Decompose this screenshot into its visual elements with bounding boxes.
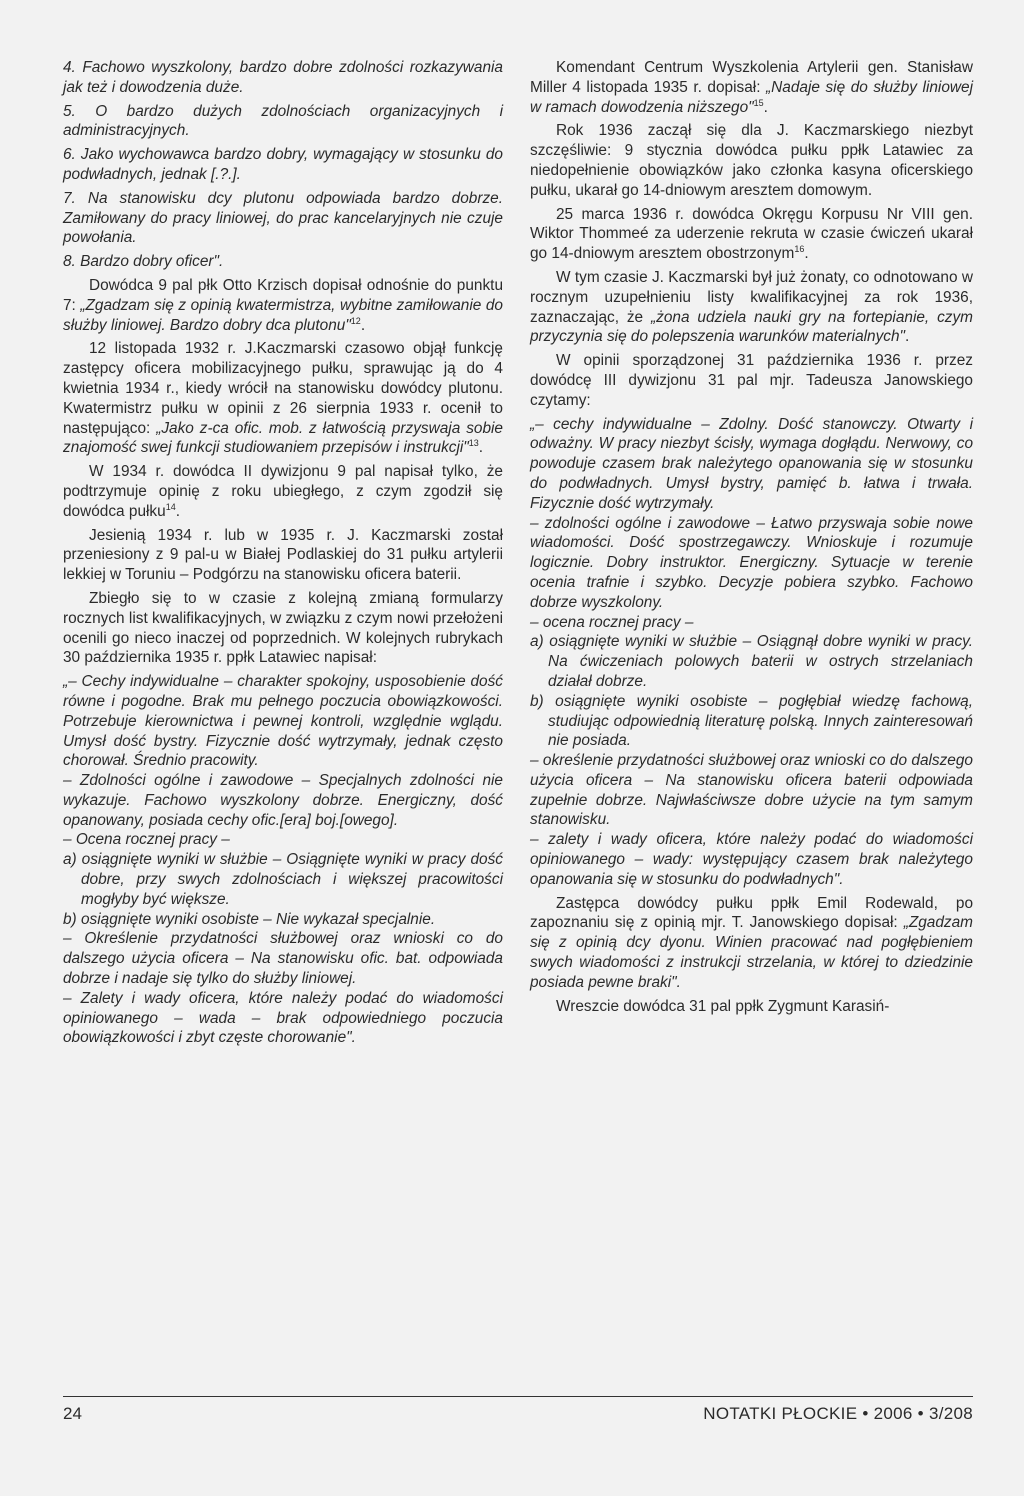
quote-text: „Zgadzam się z opinią dcy dyonu. Winien pracować nad pogłębieniem swych wiadomości z instrukcji strzelania, w której to dziedzinie posiada pewne braki". [530,914,973,991]
paragraph: W tym czasie J. Kaczmarski był już żonaty, co odnotowano w rocznym uzupełnieniu listy kwalifikacyjnej za rok 1936, zaznaczając, że „żona udziela nauki gry na fortepianie, czym przyczynia się do polepszenia warunków materialnych". [530,268,973,346]
paragraph [63,989,503,1048]
paragraph [63,589,503,668]
quote-text: – określenie przydatności służbowej oraz wnioski co do dalszego użycia oficera – Na stanowisku oficera baterii odpowiada zupełnie dobrze. Najwłaściwsze dobre użycie na tym samym stanowisku. [530,752,973,829]
body-text: Rok 1936 zaczął się dla J. Kaczmarskiego niezbyt szczęśliwie: 9 stycznia dowódca pułku ppłk Latawiec za niedopełnienie obowiązków jako członka kasyna oficerskiego pułku, ukarał go 14-dniowym aresztem domowym. [530,122,973,199]
paragraph [530,632,973,691]
opinion-point-6: 6. Jako wychowawca bardzo dobry, wymagający w stosunku do podwładnych, jednak [.?.]. [63,146,503,183]
opinion-point-8: 8. Bardzo dobry oficer". [63,253,224,271]
quote-text: „żona udziela nauki gry na fortepianie, czym przyczynia się do polepszenia warunków materialnych" [530,308,973,346]
paragraph [63,252,503,272]
body-text: Jesienią 1934 r. lub w 1935 r. J. Kaczmarski został przeniesiony z 9 pal-u w Białej Podlaskiej do 31 pułku artylerii lekkiej w Toruniu – Podgórzu na stanowisku oficera baterii. [63,526,503,584]
right-column [530,58,973,1020]
paragraph: W 1934 r. dowódca II dywizjonu 9 pal napisał tylko, że podtrzymuje opinię z roku ubiegłego, z czym zgodził się dowódca pułku$^{14}$. [63,463,503,520]
quote-text: „Zgadzam się z opinią kwatermistrza, wybitne zamiłowanie do służby liniowej. Bardzo dobry dca plutonu" [63,296,503,334]
quote-text: – Zdolności ogólne i zawodowe – Specjalnych zdolności nie wykazuje. Fachowo wyszkolony dobrze. Energiczny, dość opanowany, posiada cechy ofic.[era] boj.[owego]. [63,772,503,829]
paragraph [63,830,503,850]
paragraph: Dowódca 9 pal płk Otto Krzisch dopisał odnośnie do punktu 7: „Zgadzam się z opinią kwatermistrza, wybitne zamiłowanie do służby liniowej. Bardzo dobry dca plutonu"$^{12}$. [63,276,503,334]
paragraph [63,102,503,142]
quote-text: – ocena rocznej pracy – [530,613,694,631]
paragraph [530,121,973,200]
paragraph [63,771,503,830]
paragraph [63,910,503,930]
quote-text: – Określenie przydatności służbowej oraz wnioski co do dalszego użycia oficera – Na stanowisku ofic. bat. odpowiada dobrze i nadaje się tylko do służby liniowej. [63,930,503,988]
footnote-ref: 12 [350,315,361,326]
body-text: Wreszcie dowódca 31 pal ppłk Zygmunt Karasiń- [556,997,890,1015]
paragraph: Komendant Centrum Wyszkolenia Artylerii gen. Stanisław Miller 4 listopada 1935 r. dopisał: „Nadaje się do służby liniowej w ramach dowodzenia niższego"$^{15}$. [530,59,973,116]
body-text: Zbiegło się to w czasie z kolejną zmianą formularzy rocznych list kwalifikacyjnych, w związku z czym nowi przełożeni ocenili go nieco inaczej od poprzednich. W kolejnych rubrykach 30 października 1935 r. ppłk Latawiec napisał: [63,589,503,667]
body-text: Dowódca 9 pal płk Otto Krzisch dopisał odnośnie do punktu 7: [63,276,503,314]
opinion-point-7: 7. Na stanowisku dcy plutonu odpowiada bardzo dobrze. Zamiłowany do pracy liniowej, do prac kancelaryjnych nie czuje powołania. [63,189,503,247]
quote-text: b) osiągnięte wyniki osobiste – pogłębiał wiedzę fachową, studiując odpowiednią literaturę polską. Innych zainteresowań nie posiada. [530,692,973,750]
body-text: 25 marca 1936 r. dowódca Okręgu Korpusu Nr VIII gen. Wiktor Thommeé za uderzenie rekruta w czasie ćwiczeń ukarał go 14-dniowym aresztem obostrzonym [530,205,973,263]
paragraph: 25 marca 1936 r. dowódca Okręgu Korpusu Nr VIII gen. Wiktor Thommeé za uderzenie rekruta w czasie ćwiczeń ukarał go 14-dniowym aresztem obostrzonym$^{16}$. [530,205,973,263]
quote-text: a) osiągnięte wyniki w służbie – Osiągnął dobre wyniki w pracy. Na ćwiczeniach polowych baterii w ostrych strzelaniach działał dobrze. [530,633,973,690]
paragraph [530,751,973,830]
quote-text: a) osiągnięte wyniki w służbie – Osiągnięte wyniki w pracy dość dobre, przy swych zdolnościach i większej pracowitości mogłyby być większe. [63,851,503,908]
paragraph [530,692,973,751]
quote-text: – Zalety i wady oficera, które należy podać do wiadomości opiniowanego – wada – brak odpowiedniego poczucia obowiązkowości i zbyt częste chorowanie". [63,989,503,1047]
quote-text: – zdolności ogólne i zawodowe – Łatwo przyswaja sobie nowe wiadomości. Dość spostrzegawczy. Wnioskuje i rozumuje logicznie. Dobry instruktor. Energiczny. Sytuacje w terenie ocenia trafnie i szybko. Decyzje pobiera szybko. Fachowo dobrze wyszkolony. [530,514,973,611]
paragraph [530,830,973,889]
quote-text: „– cechy indywidualne – Zdolny. Dość stanowczy. Otwarty i odważny. W pracy niezbyt ścisły, wymaga dogłądu. Nerwowy, co powoduje czasem brak należytego opanowania się w stosunku do podwładnych. Umysł bystry, pamięć b. łatwa i trwała. Fizycznie dość wytrzymały. [530,415,973,512]
paragraph [530,415,973,514]
body-text: Komendant Centrum Wyszkolenia Artylerii gen. Stanisław Miller 4 listopada 1935 r. dopisał: [530,59,973,96]
body-text: Zastępca dowódcy pułku ppłk Emil Rodewald, po zapoznaniu się z opinią mjr. T. Janowskiego dopisał: [530,894,973,932]
body-text: W tym czasie J. Kaczmarski był już żonaty, co odnotowano w rocznym uzupełnieniu listy kwalifikacyjnej za rok 1936, zaznaczając, że [530,268,973,326]
quote-text: b) osiągnięte wyniki osobiste – Nie wykazał specjalnie. [63,910,436,928]
paragraph [530,514,973,613]
footnote-ref: 15 [753,97,764,108]
body-text: W 1934 r. dowódca II dywizjonu 9 pal napisał tylko, że podtrzymuje opinię z roku ubiegłego, z czym zgodził się dowódca pułku [63,463,503,520]
paragraph [530,997,973,1017]
body-text: W opinii sporządzonej 31 października 1936 r. przez dowódcę III dywizjonu 31 pal mjr. Tadeusza Janowskiego czytamy: [530,352,973,409]
footnote-ref: 13 [468,438,479,449]
footnote-ref: 14 [165,501,176,512]
paragraph [530,351,973,410]
paragraph [530,613,973,633]
paragraph [63,189,503,248]
journal-footer: NOTATKI PŁOCKIE • 2006 • 3/208 [703,1404,973,1423]
paragraph [63,929,503,988]
paragraph [63,526,503,585]
paragraph [63,145,503,185]
quote-text: – Ocena rocznej pracy – [63,831,230,849]
paragraph [530,894,973,993]
quote-text: „Nadaje się do służby liniowej w ramach dowodzenia niższego" [530,78,973,116]
paragraph [63,58,503,98]
page-number: 24 [63,1404,82,1423]
body-text: 12 listopada 1932 r. J.Kaczmarski czasowo objął funkcję zastępcy oficera mobilizacyjnego pułku, sprawując ją do 4 kwietnia 1934 r., kiedy wrócił na stanowisku dowódcy plutonu. Kwatermistrz pułku w opinii z 26 sierpnia 1933 r. ocenił to następująco: [63,340,503,437]
quote-text: – zalety i wady oficera, które należy podać do wiadomości opiniowanego – wady: występujący czasem brak należytego opanowania się w stosunku do podwładnych". [530,831,973,888]
footnote-ref: 16 [794,244,805,255]
quote-text: „Jako z-ca ofic. mob. z łatwością przyswaja sobie znajomość swej funkcji studiowaniem przepisów i instrukcji" [63,419,503,457]
paragraph [63,850,503,909]
opinion-point-5: 5. O bardzo dużych zdolnościach organizacyjnych i administracyjnych. [63,102,503,140]
quote-text: „– Cechy indywidualne – charakter spokojny, usposobienie dość równe i pogodne. Brak mu pełnego poczucia obowiązkowości. Potrzebuje kierownictwa i pewnej kontroli, względnie wglądu. Umysł dość bystry. Fizycznie dość wytrzymały, jednak często chorował. Średnio pracowity. [63,673,503,770]
paragraph: 12 listopada 1932 r. J.Kaczmarski czasowo objął funkcję zastępcy oficera mobilizacyjnego pułku, sprawując ją do 4 kwietnia 1934 r., kiedy wrócił na stanowisku dowódcy plutonu. Kwatermistrz pułku w opinii z 26 sierpnia 1933 r. ocenił to następująco: „Jako z-ca ofic. mob. z łatwością przyswaja sobie znajomość swej funkcji studiowaniem przepisów i instrukcji"$^{13}$. [63,340,503,457]
footer-divider [63,1396,973,1397]
opinion-point-4: 4. Fachowo wyszkolony, bardzo dobre zdolności rozkazywania jak też i dowodzenia duże. [63,59,503,96]
paragraph [63,672,503,771]
left-column [63,58,503,1048]
